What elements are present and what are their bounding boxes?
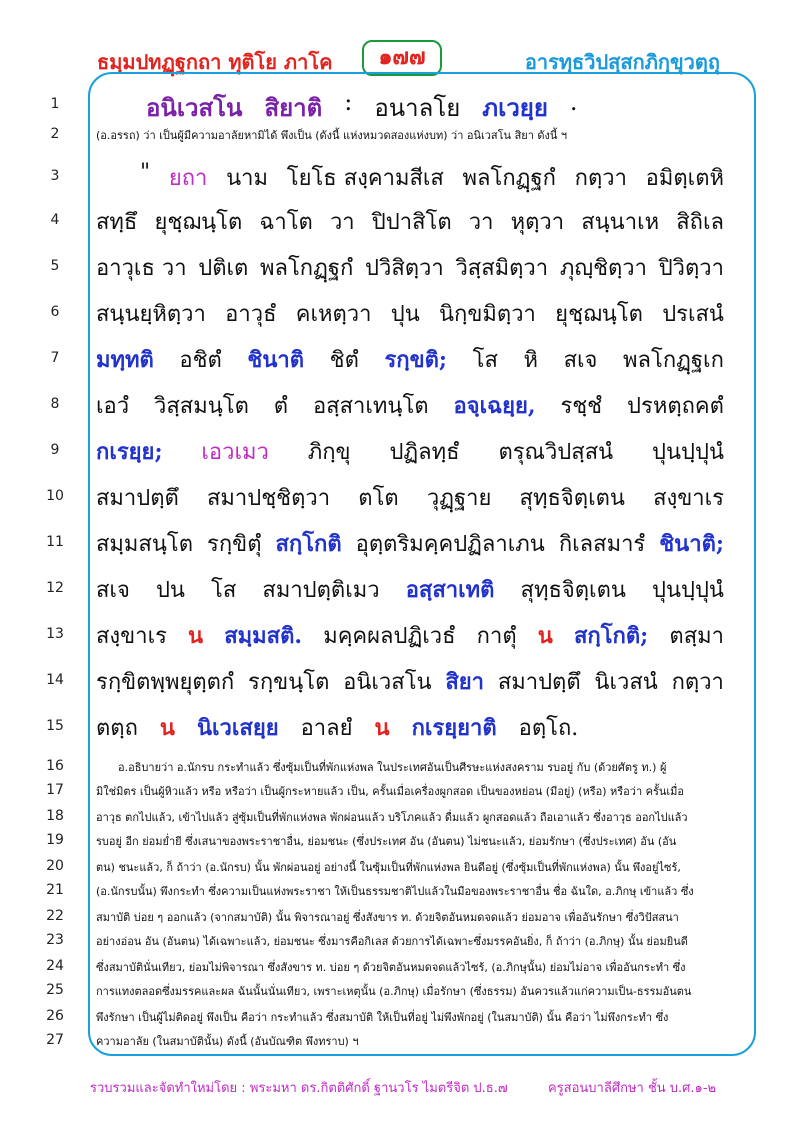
pali-line bbox=[146, 88, 706, 127]
pali-line bbox=[96, 526, 724, 561]
pali-word: อาวุธํ bbox=[225, 302, 277, 327]
line-number: 11 bbox=[46, 534, 64, 550]
pali-word: พลโกฏฺฐเก bbox=[623, 348, 724, 373]
pali-word: รกฺขิตุํ bbox=[207, 532, 262, 557]
line-number: 4 bbox=[50, 212, 60, 228]
pali-word: ปิปาสิโต bbox=[371, 210, 452, 235]
pali-word: พลโกฏฺฐกํ bbox=[259, 256, 354, 281]
pali-line bbox=[96, 572, 724, 607]
commentary-line: มิใช่มิตร เป็นผู้หิวแล้ว หรือ หรือว่า เป็นผู้กระหายแล้ว เป็น, ครั้นเมื่อเครื่องผูกสอด เป็นของหย่อน (มีอยู่) (หรือ) หรือว่า ครั้นเมื่อ bbox=[96, 785, 685, 798]
pali-word: นิเวสนํ bbox=[594, 670, 658, 695]
pali-word: ปุน bbox=[390, 302, 420, 327]
pali-word: ตสฺมา bbox=[669, 624, 724, 649]
line-number: 5 bbox=[50, 258, 60, 274]
commentary-line: อย่างอ่อน อัน (อันตน) ได้เฉพาะแล้ว, ย่อมชนะ ซึ่งมารคือกิเลส ด้วยการได้เฉพาะซึ่งมรรคอันยิ่ง, ก็ ถ้าว่า (อ.ภิกษุ) นั้น ย่อมยินดี bbox=[96, 935, 688, 948]
pali-line bbox=[96, 388, 724, 423]
pali-word: รชฺชํ bbox=[560, 394, 603, 419]
pali-word: ปิวิตฺวา bbox=[658, 256, 724, 281]
pali-word: ยถา bbox=[168, 166, 208, 191]
pali-word: สุทฺธจิตฺเตน bbox=[520, 578, 626, 603]
pali-word: สกฺโกติ; bbox=[573, 623, 649, 649]
commentary-line: ความอาลัย (ในสมาบัตินั้น) ดังนี้ (อันบัณฑิต พึงทราบ) ฯ bbox=[96, 1035, 359, 1048]
pali-word: สทฺธึ bbox=[96, 210, 138, 235]
pali-word: " bbox=[140, 160, 151, 185]
pali-word: โส bbox=[472, 348, 498, 373]
pali-word: กตฺวา bbox=[671, 670, 724, 695]
footer-level: ครูสอนบาลีศึกษา ชั้น บ.ศ.๑-๒ bbox=[548, 1081, 717, 1096]
pali-word: รกฺขติ; bbox=[384, 347, 448, 373]
pali-line bbox=[96, 250, 724, 285]
pali-word: ปรเสนํ bbox=[662, 302, 724, 327]
line-number: 26 bbox=[46, 1008, 64, 1024]
pali-word: อสฺสาเทนฺโต bbox=[312, 394, 429, 419]
pali-word: ตโต bbox=[358, 486, 399, 511]
pali-word: ตรุณวิปสฺสนํ bbox=[498, 440, 614, 465]
line-number: 14 bbox=[46, 672, 64, 688]
pali-line bbox=[96, 710, 724, 745]
pali-word: สิถิเล bbox=[676, 210, 724, 235]
line-number: 25 bbox=[46, 982, 64, 998]
pali-word: โยโธ สงฺคามสีเส bbox=[286, 166, 444, 191]
line-number: 20 bbox=[46, 858, 64, 874]
pali-word: มคฺคผลปฏิเวธํ bbox=[323, 624, 456, 649]
pali-word: สิยา bbox=[445, 669, 485, 695]
commentary-line: อาวุธ ตกไปแล้ว, เข้าไปแล้ว สู่ซุ้มเป็นที่พักแห่งพล พักผ่อนแล้ว บริโภคแล้ว ดื่มแล้ว ผูกสอดแล้ว ถือเอาแล้ว ซึ่งอาวุธ ออกไปแล้ว bbox=[96, 811, 688, 824]
pali-word: วา bbox=[329, 210, 355, 235]
pali-word: ยุชฺฌนฺโต bbox=[154, 210, 243, 235]
line-number: 13 bbox=[46, 626, 64, 642]
commentary-line: สมาบัติ บ่อย ๆ ออกแล้ว (จากสมาบัติ) นั้น พิจารณาอยู่ ซึ่งสังขาร ท. ด้วยจิตอันหมดจดแล้ว ย่อมอาจ เพื่ออันรักษา ซึ่งวิปัสสนา bbox=[96, 911, 679, 924]
pali-word: รกฺขิตพฺพยุตฺตกํ bbox=[96, 670, 235, 695]
pali-word: สมาปตฺตึ bbox=[497, 670, 581, 695]
pali-word: ตํ bbox=[273, 394, 289, 419]
line-number: 22 bbox=[46, 908, 64, 924]
line-number: 9 bbox=[50, 442, 60, 458]
pali-word: สงฺขาเร bbox=[653, 486, 724, 511]
pali-word: น bbox=[188, 623, 204, 649]
line-number: 8 bbox=[50, 396, 60, 412]
pali-line bbox=[96, 296, 724, 331]
pali-word: ชินาติ; bbox=[659, 531, 724, 557]
pali-word: สิยาติ bbox=[264, 93, 323, 122]
pali-word: อาวุเธ วา bbox=[96, 256, 187, 281]
pali-word: เอวเมว bbox=[201, 440, 269, 465]
pali-word: ปวิสิตฺวา bbox=[365, 256, 444, 281]
commentary-line: อ.อธิบายว่า อ.นักรบ กระทำแล้ว ซึ่งซุ้มเป็นที่พักแห่งพล ในประเทศอันเป็นศีรษะแห่งสงคราม รบอยู่ กับ (ด้วยศัตรู ท.) ผู้ bbox=[118, 761, 667, 774]
pali-word: กเรยฺยาติ bbox=[411, 715, 497, 741]
pali-word: สกฺโกติ bbox=[275, 531, 342, 557]
pali-word: ปุนปฺปุนํ bbox=[652, 578, 724, 603]
pali-word: อนิเวสโน bbox=[343, 670, 432, 695]
pali-line bbox=[96, 618, 724, 653]
pali-word: ปุนปฺปุนํ bbox=[652, 440, 724, 465]
line-number: 1 bbox=[50, 96, 60, 112]
pali-word: ปน bbox=[155, 578, 185, 603]
pali-word: อสฺสาเทติ bbox=[405, 577, 495, 603]
pali-line bbox=[140, 160, 724, 195]
pali-word: มทฺทติ bbox=[96, 347, 154, 373]
pali-word: กิเลสมารํ bbox=[558, 532, 646, 557]
line-number: 18 bbox=[46, 808, 64, 824]
line-number: 21 bbox=[46, 882, 64, 898]
line-number: 6 bbox=[50, 304, 60, 320]
pali-word: อนิเวสโน bbox=[146, 93, 243, 122]
line-number: 7 bbox=[50, 350, 60, 366]
pali-word: สมาปตฺติเมว bbox=[262, 578, 380, 603]
pali-word: สมฺมสนฺโต bbox=[96, 532, 194, 557]
pali-word: รกฺขนฺโต bbox=[248, 670, 330, 695]
line-number: 12 bbox=[46, 580, 64, 596]
pali-word: อุตฺตริมคฺคปฏิลาเภน bbox=[355, 532, 545, 557]
pali-word: นาม bbox=[226, 166, 269, 191]
pali-line bbox=[96, 204, 724, 239]
pali-word: กาตุํ bbox=[476, 624, 517, 649]
pali-word: . bbox=[569, 88, 578, 116]
pali-word: เอวํ bbox=[96, 394, 130, 419]
pali-word: น bbox=[159, 715, 175, 741]
pali-word: วุฏฺฐาย bbox=[426, 486, 492, 511]
commentary-line: (อ.นักรบนั้น) พึงกระทำ ซึ่งความเป็นแห่งพระราชา ให้เป็นธรรมชาติไปแล้วในมือของพระราชาอื่น ชื่อ ฉันใด, อ.ภิกษุ เข้าแล้ว ซึ่ง bbox=[96, 885, 694, 898]
line-number: 10 bbox=[46, 488, 64, 504]
commentary-line-2: (อ.อรรถ) ว่า เป็นผู้มีความอาลัยหามิได้ พึงเป็น (ดังนี้ แห่งหมวดสองแห่งบท) ว่า อนิเวสโน สิยา ดังนี้ ฯ bbox=[96, 129, 568, 142]
pali-word: อชิตํ bbox=[179, 348, 222, 373]
pali-word: สงฺขาเร bbox=[96, 624, 167, 649]
pali-word: นิกฺขมิตฺวา bbox=[439, 302, 536, 327]
footer-author: รวบรวมและจัดทำใหม่โดย : พระมหา ดร.กิตติศักดิ์ ฐานวโร ไมตรีจิต ป.ธ.๗ bbox=[90, 1081, 508, 1096]
pali-word: อตฺโถ. bbox=[518, 716, 579, 741]
pali-word: น bbox=[537, 623, 553, 649]
pali-word: นิเวเสยฺย bbox=[196, 715, 279, 741]
pali-word: อาลยํ bbox=[300, 716, 353, 741]
pali-word: ปฏิลทฺธํ bbox=[389, 440, 460, 465]
line-number: 2 bbox=[50, 126, 60, 142]
pali-word: อมิตฺเตหิ bbox=[645, 166, 724, 191]
commentary-line: พึงรักษา เป็นผู้ไม่ติดอยู่ พึงเป็น คือว่า กระทำแล้ว ซึ่งสมาบัติ ให้เป็นที่อยู่ ไม่พึงพักอยู่ (ในสมาบัติ) นั้น คือว่า ไม่พึงกระทำ ซึ่ง bbox=[96, 1011, 669, 1024]
pali-word: ยุชฺฌนฺโต bbox=[555, 302, 643, 327]
pali-word: หุตฺวา bbox=[510, 210, 565, 235]
page-number: ๑๗๗ bbox=[362, 40, 442, 76]
pali-word: ปรหตฺถคตํ bbox=[627, 394, 724, 419]
commentary-line: รบอยู่ อีก ย่อมย่ำยี ซึ่งเสนาของพระราชาอื่น, ย่อมชนะ (ซึ่งประเทศ อัน (อันตน) ไม่ชนะแล้ว, ย่อมรักษา (ซึ่งประเทศ) อัน (อัน bbox=[96, 835, 677, 848]
pali-word: ปติเต bbox=[198, 256, 249, 281]
pali-word: สมาปชฺชิตฺวา bbox=[207, 486, 331, 511]
pali-word: อจฺเฉยฺย, bbox=[453, 393, 536, 419]
pali-word: วิสฺสมิตฺวา bbox=[455, 256, 549, 281]
pali-word: คเหตฺวา bbox=[295, 302, 372, 327]
line-number: 16 bbox=[46, 758, 64, 774]
commentary-line: ซึ่งสมาบัตินั่นเทียว, ย่อมไม่พิจารณา ซึ่งสังขาร ท. บ่อย ๆ ด้วยจิตอันหมดจดแล้วไซร้, (อ.ภิกษุนั้น) ย่อมไม่อาจ เพื่ออันกระทำ ซึ่ง bbox=[96, 961, 686, 974]
line-number: 24 bbox=[46, 958, 64, 974]
pali-line bbox=[96, 664, 724, 699]
pali-word: ชิตํ bbox=[329, 348, 359, 373]
pali-word: ฉาโต bbox=[259, 210, 313, 235]
pali-word: : bbox=[344, 88, 353, 116]
pali-word: อนาลโย bbox=[374, 94, 461, 122]
pali-line bbox=[96, 342, 724, 377]
pali-word: สมฺมสติ. bbox=[224, 623, 303, 649]
pali-word: วา bbox=[468, 210, 494, 235]
pali-word: สนฺนยฺหิตฺวา bbox=[96, 302, 206, 327]
line-number: 15 bbox=[46, 718, 64, 734]
line-number: 23 bbox=[46, 932, 64, 948]
line-number: 19 bbox=[46, 832, 64, 848]
pali-word: สุทฺธจิตฺเตน bbox=[519, 486, 625, 511]
pali-line bbox=[96, 434, 724, 469]
line-number: 27 bbox=[46, 1032, 64, 1048]
pali-word: ชินาติ bbox=[247, 347, 305, 373]
pali-word: ภิกฺขุ bbox=[307, 440, 351, 465]
pali-word: ตตฺถ bbox=[96, 716, 138, 741]
pali-word: น bbox=[374, 715, 390, 741]
pali-word: ภุญฺชิตฺวา bbox=[559, 256, 648, 281]
commentary-line: การแทงตลอดซึ่งมรรคและผล ฉันนั้นนั่นเทียว, เพราะเหตุนั้น (อ.ภิกษุ) เมื่อรักษา (ซึ่งธรรม) อันควรแล้วแก่ความเป็น-ธรรมอันตน bbox=[96, 985, 692, 998]
commentary-line: ตน) ชนะแล้ว, ก็ ถ้าว่า (อ.นักรบ) นั้น พักผ่อนอยู่ อย่างนี้ ในซุ้มเป็นที่พักแห่งพล ยินดีอยู่ (ซึ่งซุ้มเป็นที่พักแห่งพล) นั้น พึงอยู่ไซร้, bbox=[96, 861, 681, 874]
pali-word: โส bbox=[211, 578, 237, 603]
line-number: 3 bbox=[50, 168, 60, 184]
pali-line bbox=[96, 480, 724, 515]
pali-word: สเจ bbox=[563, 348, 598, 373]
pali-word: พลโกฏฺฐกํ bbox=[462, 166, 556, 191]
pali-word: หิ bbox=[523, 348, 538, 373]
book-title: ธมฺมปทฏฺฐกถา ทุติโย ภาโค bbox=[97, 50, 333, 74]
pali-word: ภเวยฺย bbox=[482, 93, 548, 122]
story-title: อารทฺธวิปสฺสกภิกฺขุวตฺถุ bbox=[524, 50, 720, 74]
pali-word: วิสฺสมนฺโต bbox=[154, 394, 249, 419]
pali-word: สนฺนาเห bbox=[581, 210, 660, 235]
line-number: 17 bbox=[46, 782, 64, 798]
pali-word: สเจ bbox=[96, 578, 130, 603]
pali-word: กตฺวา bbox=[574, 166, 627, 191]
pali-word: สมาปตฺตึ bbox=[96, 486, 179, 511]
pali-word: กเรยฺย; bbox=[96, 439, 163, 465]
